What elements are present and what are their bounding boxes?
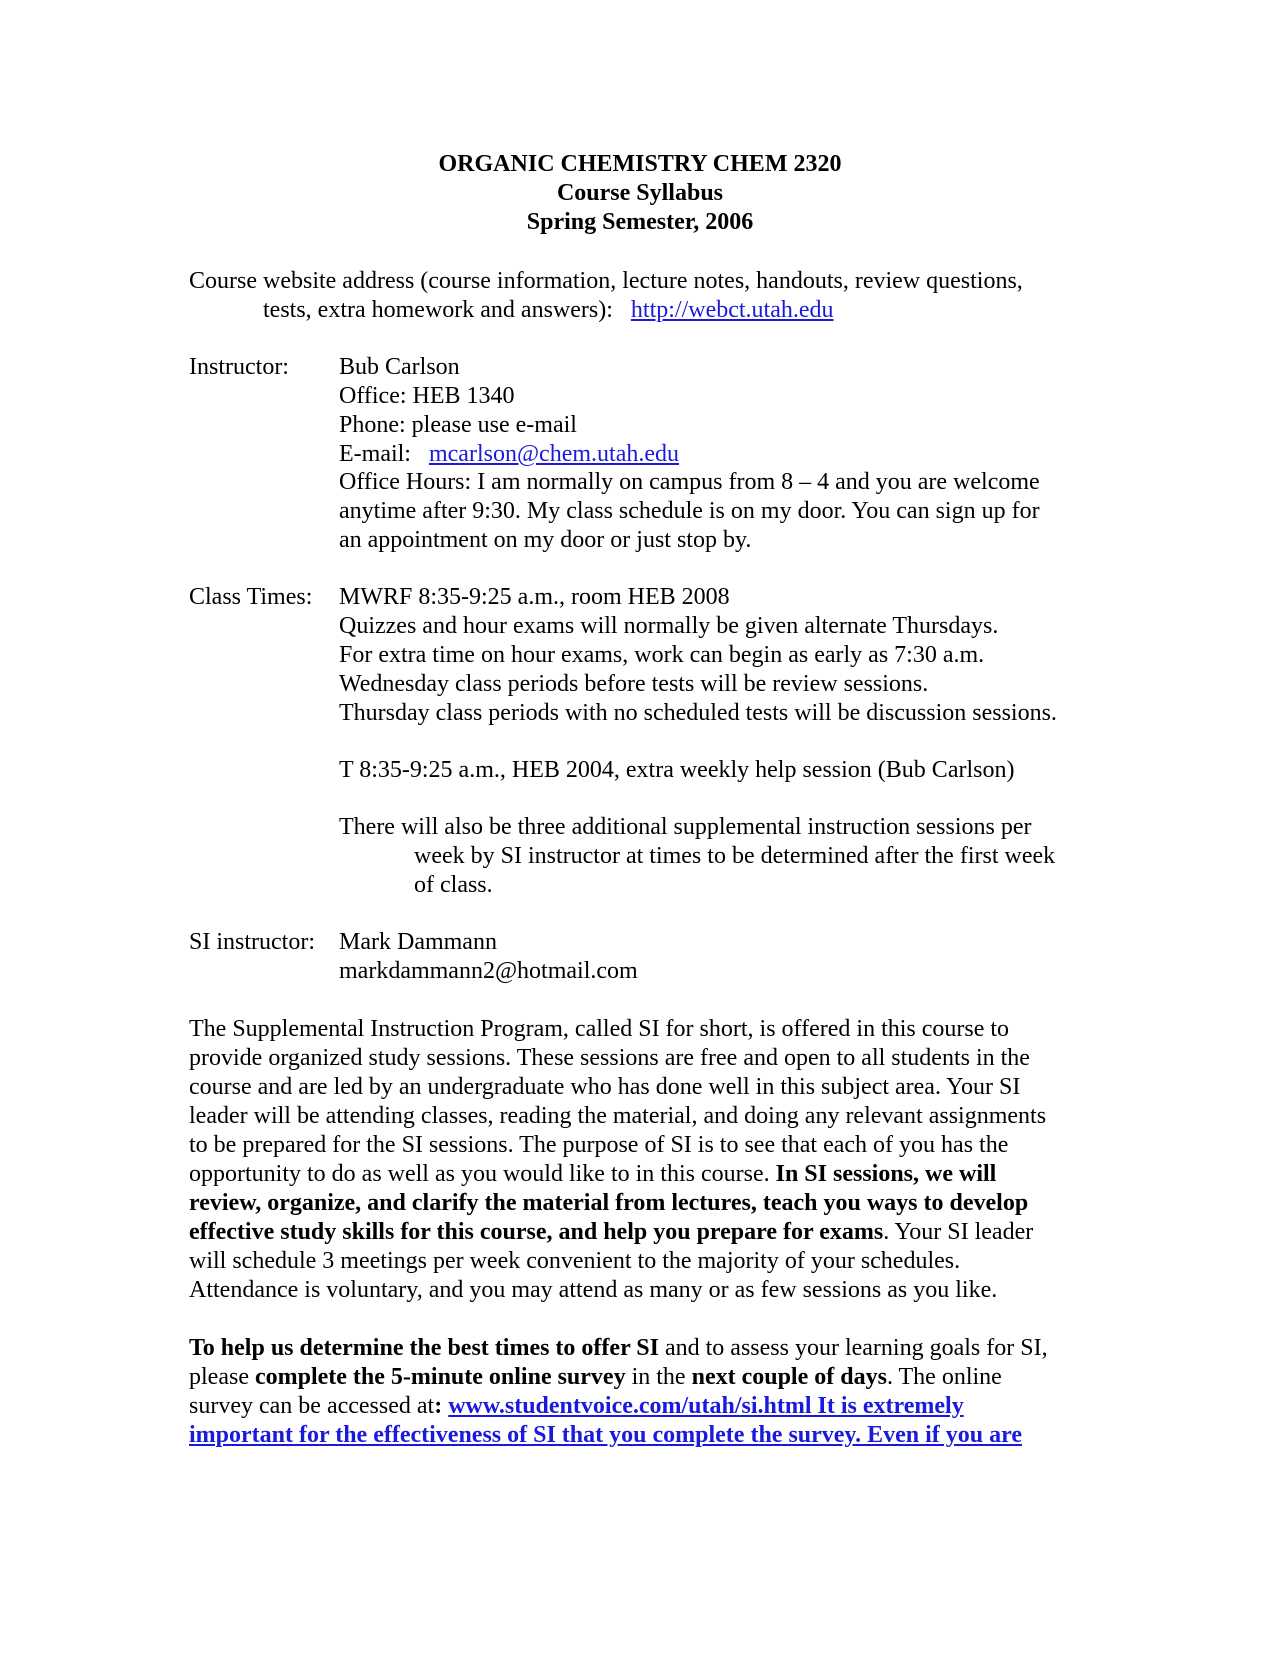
class-times-line: Thursday class periods with no scheduled tests will be discussion sessions. — [339, 700, 1057, 726]
si-program-plain: . Your SI leader — [883, 1219, 1034, 1245]
instructor-office: Office: HEB 1340 — [339, 383, 515, 409]
survey-bold: next couple of days — [691, 1364, 887, 1390]
survey-line — [189, 1421, 1022, 1450]
survey-plain: please — [189, 1364, 255, 1390]
instructor-email-label: E-mail: — [339, 441, 411, 467]
survey-bold: complete the 5-minute online survey — [254, 1364, 626, 1390]
survey-link[interactable]: www.studentvoice.com/utah/si.html It is extremely — [448, 1393, 964, 1419]
course-subtitle: Course Syllabus — [556, 180, 724, 206]
instructor-email-link[interactable]: mcarlson@chem.utah.edu — [428, 441, 680, 467]
survey-bold: To help us determine the best times to offer SI — [189, 1335, 659, 1361]
class-times-line: For extra time on hour exams, work can begin as early as 7:30 a.m. — [339, 642, 985, 668]
survey-plain: in the — [625, 1364, 692, 1390]
si-program-line: leader will be attending classes, reading the material, and doing any relevant assignments — [189, 1103, 1047, 1129]
semester: Spring Semester, 2006 — [526, 209, 754, 235]
help-session: T 8:35-9:25 a.m., HEB 2004, extra weekly help session (Bub Carlson) — [339, 757, 1015, 783]
survey-line — [189, 1392, 964, 1421]
class-times-line: MWRF 8:35-9:25 a.m., room HEB 2008 — [339, 584, 730, 610]
title-block — [0, 150, 1280, 237]
instructor-phone: Phone: please use e-mail — [339, 412, 577, 438]
class-times-line: Wednesday class periods before tests will be review sessions. — [339, 671, 929, 697]
survey-plain: and to assess your learning goals for SI, — [658, 1335, 1048, 1361]
instructor-name: Bub Carlson — [339, 354, 460, 380]
si-instructor-label: SI instructor: — [189, 929, 315, 955]
si-program-line: course and are led by an undergraduate who has done well in this subject area. Your SI — [189, 1074, 1021, 1100]
si-program-line: will schedule 3 meetings per week convenient to the majority of your schedules. — [189, 1248, 961, 1274]
si-program-line: review, organize, and clarify the material from lectures, teach you ways to develop — [189, 1190, 1029, 1216]
office-hours-line3: an appointment on my door or just stop by. — [339, 527, 752, 553]
si-sessions-line: of class. — [414, 872, 493, 898]
si-sessions-line: There will also be three additional supplemental instruction sessions per — [339, 814, 1032, 840]
survey-colon: : — [434, 1393, 449, 1419]
website-line1: Course website address (course information, lecture notes, handouts, review questions, — [189, 268, 1023, 294]
office-hours-line2: anytime after 9:30. My class schedule is on my door. You can sign up for — [339, 498, 1040, 524]
si-instructor-email: markdammann2@hotmail.com — [339, 958, 638, 984]
si-program-line: The Supplemental Instruction Program, called SI for short, is offered in this course to — [189, 1016, 1010, 1042]
survey-line — [189, 1363, 1002, 1392]
survey-plain: survey can be accessed at — [189, 1393, 435, 1419]
si-sessions-line: week by SI instructor at times to be determined after the first week — [414, 843, 1056, 869]
website-link[interactable]: http://webct.utah.edu — [630, 297, 834, 323]
course-title: ORGANIC CHEMISTRY CHEM 2320 — [438, 151, 842, 177]
website-line2 — [263, 296, 834, 325]
si-program-line: provide organized study sessions. These sessions are free and open to all students in the — [189, 1045, 1030, 1071]
office-hours-line1: Office Hours: I am normally on campus from 8 – 4 and you are welcome — [339, 469, 1040, 495]
si-program-line — [189, 1218, 1033, 1247]
instructor-label: Instructor: — [189, 354, 289, 380]
si-program-plain: opportunity to do as well as you would like to in this course. — [189, 1161, 776, 1187]
survey-plain: . The online — [886, 1364, 1002, 1390]
class-times-line: Quizzes and hour exams will normally be given alternate Thursdays. — [339, 613, 999, 639]
instructor-email-line — [339, 440, 679, 469]
si-instructor-name: Mark Dammann — [339, 929, 497, 955]
class-times-label: Class Times: — [189, 584, 313, 610]
si-program-line — [189, 1160, 996, 1189]
si-program-line: to be prepared for the SI sessions. The purpose of SI is to see that each of you has the — [189, 1132, 1009, 1158]
si-program-bold: effective study skills for this course, and help you prepare for exams — [189, 1219, 884, 1245]
si-program-line: Attendance is voluntary, and you may attend as many or as few sessions as you like. — [189, 1277, 998, 1303]
survey-link-continued[interactable]: important for the effectiveness of SI that you complete the survey. Even if you are — [189, 1422, 1022, 1448]
survey-line — [189, 1334, 1048, 1363]
website-line2-prefix: tests, extra homework and answers): — [263, 297, 613, 323]
si-program-bold: In SI sessions, we will — [775, 1161, 997, 1187]
